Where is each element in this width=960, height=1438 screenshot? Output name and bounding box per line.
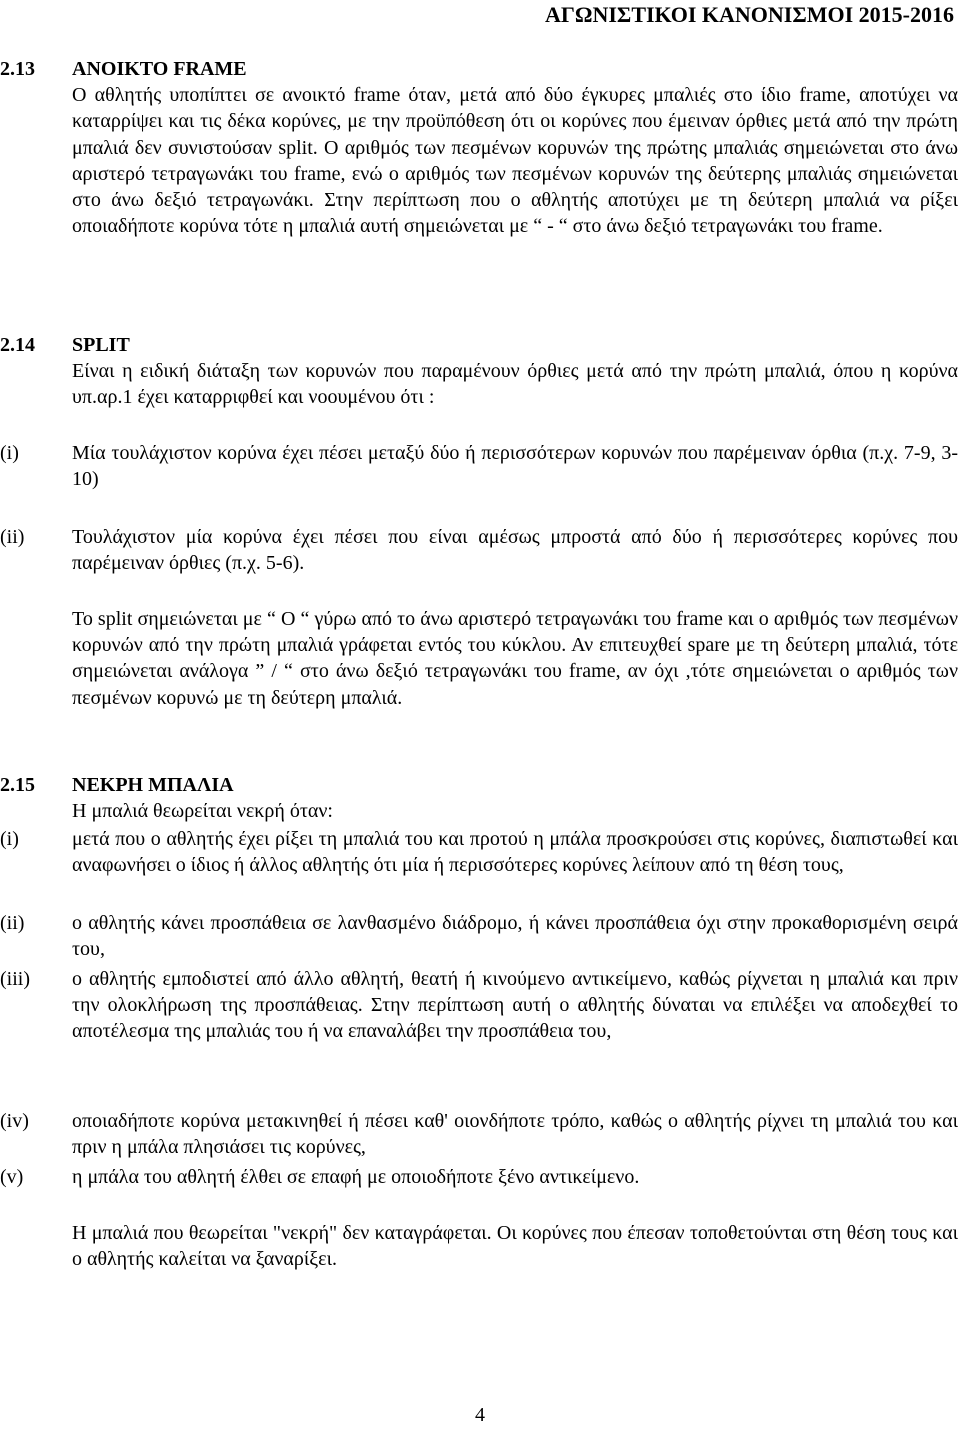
- list-item-marker: (ii): [0, 526, 25, 548]
- list-item: [0, 966, 960, 1045]
- section-body: Είναι η ειδική διάταξη των κορυνών που παραμένουν όρθιες μετά από την πρώτη μπαλιά, όπου η κορύνα υπ.αρ.1 έχει καταρριφθεί και νοουμένου ότι :: [72, 360, 958, 409]
- list-item-text: η μπάλα του αθλητή έλθει σε επαφή με οποιοδήποτε ξένο αντικείμενο.: [72, 1166, 640, 1188]
- list-item: [0, 1164, 960, 1190]
- section-intro: Η μπαλιά θεωρείται νεκρή όταν:: [72, 800, 333, 823]
- list-item: [0, 524, 960, 576]
- list-item-text: οποιαδήποτε κορύνα μετακινηθεί ή πέσει καθ' οιονδήποτε τρόπο, καθώς ο αθλητής ρίχνει τη μπαλιά του και πριν η μπάλα πλησιάσει τις κορύνες,: [72, 1110, 958, 1159]
- list-item-text: Τουλάχιστον μία κορύνα έχει πέσει που είναι αμέσως μπροστά από δύο ή περισσότερες κορύνες που παρέμειναν όρθιες (π.χ. 5-6).: [72, 526, 958, 575]
- list-item-text: ο αθλητής εμποδιστεί από άλλο αθλητή, θεατή ή κινούμενο αντικείμενο, καθώς ρίχνεται η μπαλιά και πριν την ολοκλήρωση της προσπάθειας. Στην περίπτωση αυτή ο αθλητής δύναται να επιλέξει να αποδεχθεί το αποτέλεσμα της μπαλιάς του ή να επαναλάβει την προσπάθεια του,: [72, 968, 958, 1043]
- list-item: [0, 440, 960, 492]
- list-item-marker: (i): [0, 442, 19, 464]
- section-number: 2.13: [0, 58, 35, 80]
- document-header: ΑΓΩΝΙΣΤΙΚΟΙ ΚΑΝΟΝΙΣΜΟΙ 2015-2016: [544, 2, 954, 27]
- list-item-text: ο αθλητής κάνει προσπάθεια σε λανθασμένο διάδρομο, ή κάνει προσπάθεια όχι στην προκαθορισμένη σειρά του,: [72, 912, 958, 961]
- list-item: [0, 826, 960, 878]
- section-2-15: [0, 772, 960, 824]
- section-number: 2.15: [0, 774, 35, 796]
- list-item: [0, 1108, 960, 1160]
- section-title: ΝΕΚΡΗ ΜΠΑΛΙΑ: [72, 774, 234, 796]
- list-item-text: μετά που ο αθλητής έχει ρίξει τη μπαλιά του και προτού η μπάλα προσκρούσει στις κορύνες, διαπιστωθεί και αναφωνήσει ο ίδιος ή άλλος αθλητής ότι μία ή περισσότερες κορύνες λείπουν από τη θέση τους,: [72, 828, 958, 877]
- list-item-marker: (v): [0, 1166, 24, 1188]
- section-number: 2.14: [0, 334, 35, 356]
- section-title: SPLIT: [72, 334, 130, 356]
- list-item-marker: (ii): [0, 912, 25, 934]
- list-item-text: Μία τουλάχιστον κορύνα έχει πέσει μεταξύ δύο ή περισσότερων κορυνών που παρέμειναν όρθια (π.χ. 7-9, 3-10): [72, 442, 958, 491]
- section-title: ΑΝΟΙΚΤΟ FRAME: [72, 58, 247, 80]
- split-note: Το split σημειώνεται με “ Ο “ γύρω από το άνω αριστερό τετραγωνάκι του frame και ο αριθμός των πεσμένων κορυνών από την πρώτη μπαλιά γράφεται εντός του κύκλου. Αν επιτευχθεί spare με τη δεύτερη μπαλιά, τότε σημειώνεται ανάλογα ” / “ στο άνω δεξιό τετραγωνάκι του frame, αν όχι ,τότε σημειώνεται ο αριθμός των πεσμένων κορυνώ με τη δεύτερη μπαλιά.: [72, 608, 958, 709]
- dead-ball-note: Η μπαλιά που θεωρείται "νεκρή" δεν καταγράφεται. Οι κορύνες που έπεσαν τοποθετούνται στη θέση τους και ο αθλητής καλείται να ξαναρίξει.: [72, 1222, 958, 1271]
- list-item: [0, 910, 960, 962]
- list-item-marker: (i): [0, 828, 19, 850]
- list-item-marker: (iv): [0, 1110, 29, 1132]
- list-item-marker: (iii): [0, 968, 30, 990]
- page-number: 4: [475, 1404, 485, 1426]
- section-2-13: [0, 56, 960, 239]
- section-2-14: [0, 332, 960, 411]
- section-body: Ο αθλητής υποπίπτει σε ανοικτό frame όταν, μετά από δύο έγκυρες μπαλιές στο ίδιο frame, αποτύχει να καταρρίψει και τις δέκα κορύνες, με την προϋπόθεση ότι οι κορύνες που έμειναν όρθιες μετά από την πρώτη μπαλιά δεν συνιστούσαν split. Ο αριθμός των πεσμένων κορυνών της πρώτης μπαλιάς σημειώνεται στο άνω αριστερό τετραγωνάκι του frame, ενώ ο αριθμός των πεσμένων κορυνών της δεύτερης μπαλιάς σημειώνεται στο άνω δεξιό τετραγωνάκι. Στην περίπτωση που ο αθλητής αποτύχει με τη δεύτερη μπαλιά να ρίξει οποιαδήποτε κορύνα τότε η μπαλιά αυτή σημειώνεται με “ - “ στο άνω δεξιό τετραγωνάκι του frame.: [72, 84, 958, 238]
